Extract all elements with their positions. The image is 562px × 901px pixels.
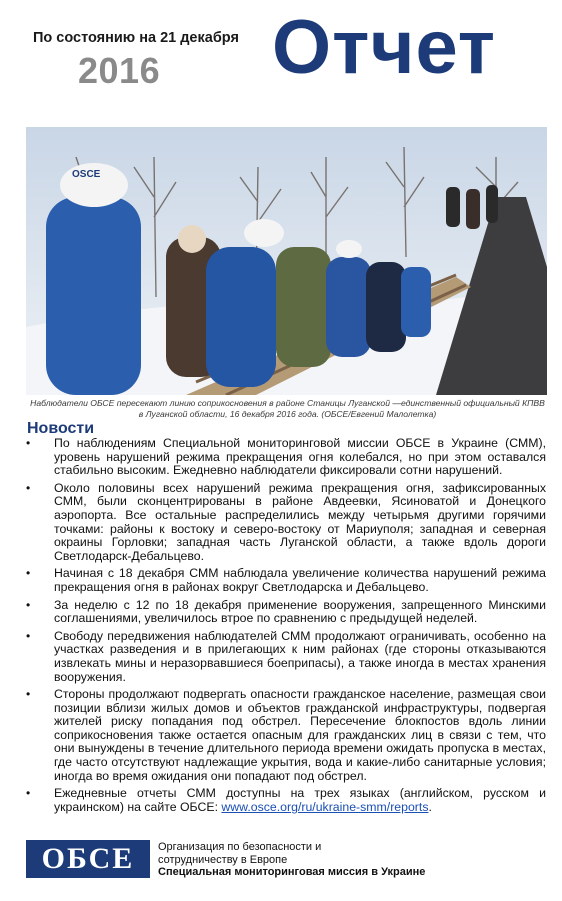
- bullet-icon: •: [26, 687, 31, 702]
- news-item-text: Ежедневные отчеты СММ доступны на трех языках (английском, русском и украинском) на сайте ОБСЕ:: [54, 786, 546, 814]
- report-date: По состоянию на 21 декабря: [33, 30, 239, 46]
- bullet-icon: •: [26, 566, 31, 581]
- logo-text: ОБСЕ: [41, 842, 135, 875]
- bullet-icon: •: [26, 597, 31, 612]
- org-line-1: Организация по безопасности и: [158, 841, 322, 853]
- osce-logo: [26, 840, 150, 878]
- news-item: [26, 482, 546, 564]
- footer: [26, 840, 546, 880]
- bullet-icon: •: [26, 628, 31, 643]
- vest-label: OSCE: [72, 169, 101, 180]
- photo-caption: Наблюдатели ОБСЕ пересекают линию соприкосновения в районе Станицы Луганской —единственный официальный КПВВ в Луганской области, 16 декабря 2016 года. (ОБСЕ/Евгений Малолетка): [30, 398, 545, 419]
- news-item: [26, 437, 546, 478]
- news-item: [26, 567, 546, 594]
- news-item: [26, 688, 546, 783]
- bullet-icon: •: [26, 480, 31, 495]
- news-item-text: За неделю с 12 по 18 декабря применение вооружения, запрещенного Минскими соглашениями, увеличилось втрое по сравнению с предыдущей неделей.: [54, 597, 546, 626]
- report-year: 2016: [78, 50, 161, 91]
- news-list: [26, 437, 546, 818]
- news-item-text: Свободу передвижения наблюдателей СММ продолжают ограничивать, особенно на участках разведения и в прилегающих к ним районах (где стороны отказываются извлекать мины и неразорвавшиеся боеприпасы), а также иногда в местах хранения вооружения.: [54, 628, 546, 684]
- report-header: [0, 0, 562, 120]
- news-item-text: Начиная с 18 декабря СММ наблюдала увеличение количества нарушений режима прекращения огня в районах вокруг Светлодарска и Дебальцево.: [54, 566, 546, 594]
- news-item-text: Около половины всех нарушений режима прекращения огня, зафиксированных СММ, были сконцентрированы в районе Авдеевки, Ясиноватой и Донецкого аэропорта. Все остальные распределились между четырьмя другими горячими точками: районы к востоку и северо-востоку от Мариуполя; западная и северная окраины Горловки; западная часть Луганской области, а также вдоль дороги Светлодарск-Дебальцево.: [54, 480, 546, 563]
- mission-name: Специальная мониторинговая миссия в Украине: [158, 866, 426, 878]
- news-item-reports: [26, 787, 546, 814]
- report-title: Отчет: [272, 5, 496, 90]
- news-item-end: .: [428, 799, 432, 814]
- photo-illustration: [26, 127, 547, 395]
- reports-link[interactable]: www.osce.org/ru/ukraine-smm/reports: [221, 799, 429, 814]
- news-heading: Новости: [27, 420, 95, 437]
- news-item: [26, 630, 546, 684]
- org-line-2: сотрудничеству в Европе: [158, 853, 288, 866]
- news-item-text: По наблюдениям Специальной мониторинговой миссии ОБСЕ в Украине (СММ), уровень нарушений режима прекращения огня колебался, но при этом оставался стабильно высоким. Ежедневно наблюдатели фиксировали сотни нарушений.: [54, 436, 546, 478]
- organization-name: [158, 841, 425, 879]
- news-item: [26, 599, 546, 626]
- news-photo: [26, 127, 547, 395]
- bullet-icon: •: [26, 786, 31, 801]
- bullet-icon: •: [26, 436, 31, 450]
- news-item-text: Стороны продолжают подвергать опасности гражданское население, размещая свои позиции вблизи жилых домов и объектов гражданской инфраструктуры, подвергая жителей риску попадания под обстрел. Пересечение блокпостов вдоль линии соприкосновения также остается опасным для гражданских лиц в связи с тем, что они вынуждены в течение длительного периода времени ожидать пропуска в местах, где часто отсутствуют надлежащие укрытия, вода и какие-либо санитарные условия; иногда во время ожидания они попадают под обстрел.: [54, 687, 546, 783]
